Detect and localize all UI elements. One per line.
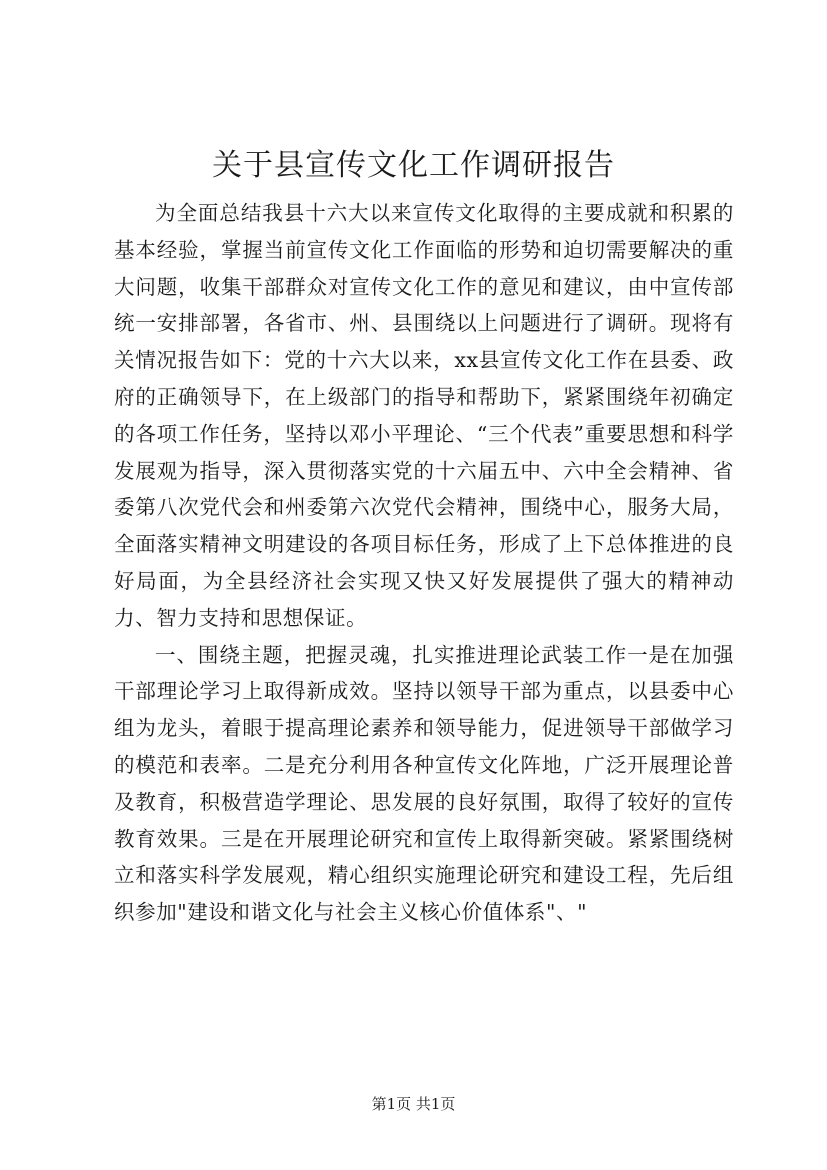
document-body <box>114 195 734 931</box>
paragraph-1: 为全面总结我县十六大以来宣传文化取得的主要成就和积累的基本经验，掌握当前宣传文化工作面临的形势和迫切需要解决的重大问题，收集干部群众对宣传文化工作的意见和建议，由中宣传部统一安排部署，各省市、州、县围绕以上问题进行了调研。现将有关情况报告如下：党的十六大以来，xx县宣传文化工作在县委、政府的正确领导下，在上级部门的指导和帮助下，紧紧围绕年初确定的各项工作任务，坚持以邓小平理论、“三个代表”重要思想和科学发展观为指导，深入贯彻落实党的十六届五中、六中全会精神、省委第八次党代会和州委第六次党代会精神，围绕中心，服务大局，全面落实精神文明建设的各项目标任务，形成了上下总体推进的良好局面，为全县经济社会实现又快又好发展提供了强大的精神动力、智力支持和思想保证。 <box>114 201 734 630</box>
document-title: 关于县宣传文化工作调研报告 <box>212 148 615 183</box>
page-footer: 第1页 共1页 <box>371 1095 456 1113</box>
paragraph-2: 一、围绕主题，把握灵魂，扎实推进理论武装工作一是在加强干部理论学习上取得新成效。坚持以领导干部为重点，以县委中心组为龙头，着眼于提高理论素养和领导能力，促进领导干部做学习的模范和表率。二是充分利用各种宣传文化阵地，广泛开展理论普及教育，积极营造学理论、思发展的良好氛围，取得了较好的宣传教育效果。三是在开展理论研究和宣传上取得新突破。紧紧围绕树立和落实科学发展观，精心组织实施理论研究和建设工程，先后组织参加"建设和谐文化与社会主义核心价值体系"、" <box>114 642 734 925</box>
